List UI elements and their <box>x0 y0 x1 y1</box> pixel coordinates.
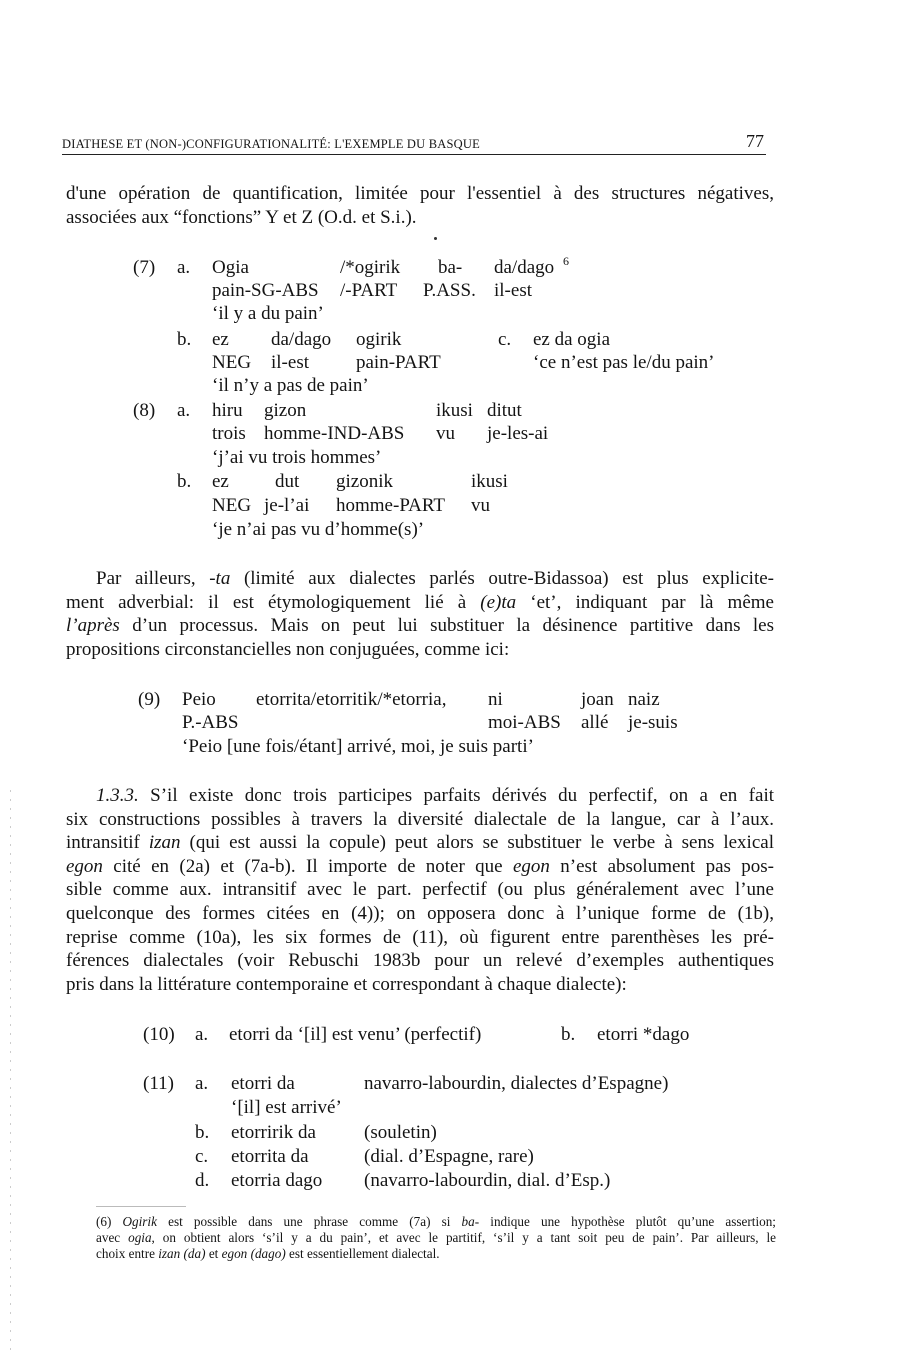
ex8-number: (8) <box>133 400 156 421</box>
ex11-row-note: (navarro-labourdin, dial. d’Esp.) <box>364 1170 611 1191</box>
ex9-number: (9) <box>138 689 161 710</box>
ex8b-gloss: NEG <box>212 495 252 516</box>
ex7b-gloss: pain-PART <box>356 352 441 373</box>
footnote-6 <box>96 1214 776 1262</box>
ex9-gloss: P.-ABS <box>182 712 239 733</box>
ex9-gloss: allé <box>581 712 609 733</box>
footnote-line-3: choix entre izan (da) et egon (dago) est essentiellement dialectal. <box>96 1246 440 1261</box>
footnote-marker: 6 <box>563 254 569 268</box>
ex11-row-form: etorririk da <box>231 1122 316 1143</box>
ex8a-gloss: trois <box>212 423 246 444</box>
para2-line-1: Par ailleurs, -ta (limité aux dialectes parlés outre-Bidassoa) est plus explicite- <box>96 568 774 589</box>
ex7c-translation: ‘ce n’est pas le/du pain’ <box>533 352 715 373</box>
ex7a-translation: ‘il y a du pain’ <box>212 303 324 324</box>
para3-line-4: egon cité en (2a) et (7a-b). Il importe de noter que egon n’est absolument pas pos- <box>66 855 774 877</box>
ex8a-word: gizon <box>264 400 307 421</box>
ex8b-gloss: vu <box>471 495 490 516</box>
ex8b-gloss: je-l’ai <box>264 495 310 516</box>
ex8b-word: gizonik <box>336 471 393 492</box>
ex8b-label: b. <box>177 471 192 492</box>
para3-line-1: 1.3.3. S’il existe donc trois participes parfaits dérivés du perfectif, on a en fait <box>96 785 774 806</box>
ex8a-label: a. <box>177 400 191 421</box>
ex8b-word: ikusi <box>471 471 508 492</box>
paragraph-par-ailleurs <box>66 567 774 661</box>
ex11-row-label: c. <box>195 1146 209 1167</box>
ex7b-word: da/dago <box>271 329 332 350</box>
ex8a-gloss: homme-IND-ABS <box>264 423 405 444</box>
ex9-word: etorrita/etorritik/*etorria, <box>256 689 447 710</box>
paragraph-1-3-3 <box>66 784 774 996</box>
ex7-number: (7) <box>133 257 156 278</box>
intro-line-1: d'une opération de quantification, limitée pour l'essentiel à des structures négatives, <box>66 183 774 204</box>
ex9-gloss: moi-ABS <box>488 712 561 733</box>
para3-line-6: quelconque des formes citées en (4)); on opposera donc à l’unique forme de (1b), <box>66 902 774 924</box>
ex9-word: joan <box>581 689 614 710</box>
ex9-word: Peio <box>182 689 216 710</box>
para3-line-7: reprise comme (10a), les six formes de (11), où figurent entre parenthèses les pré- <box>66 926 774 948</box>
ex7a-label: a. <box>177 257 191 278</box>
ex7a-word: da/dago <box>494 257 555 278</box>
ex8b-word: dut <box>275 471 300 492</box>
para2-line-2: ment adverbial: il est étymologiquement lié à (e)ta ‘et’, indiquant par là même <box>66 591 774 613</box>
ex10b-label: b. <box>561 1024 576 1045</box>
ex11-row-form: etorrita da <box>231 1146 309 1167</box>
ex7a-word: /*ogirik <box>340 257 401 278</box>
margin-scan-artifact <box>10 790 11 1350</box>
ex11-row-note: navarro-labourdin, dialectes d’Espagne) <box>364 1073 669 1094</box>
ex7a-gloss: P.ASS. <box>423 280 476 301</box>
ex11-row-label: d. <box>195 1170 210 1191</box>
para3-line-8: férences dialectales (voir Rebuschi 1983b pour un relevé d’exemples authentiques <box>66 950 774 972</box>
ex7a-word: Ogia <box>212 257 249 278</box>
ex10a-label: a. <box>195 1024 209 1045</box>
section-number: 1.3.3. <box>96 785 139 806</box>
footnote-line-1: (6) Ogirik est possible dans une phrase comme (7a) si ba- indique une hypothèse plutôt qu’une assertion; <box>96 1214 776 1229</box>
ex11-row-form: etorri da <box>231 1073 295 1094</box>
ex11-row-note: (dial. d’Espagne, rare) <box>364 1146 534 1167</box>
ex10a-text: etorri da ‘[il] est venu’ (perfectif) <box>229 1024 482 1045</box>
ex7a-gloss: /-PART <box>340 280 398 301</box>
ex7b-label: b. <box>177 329 192 350</box>
footnote-line-2: avec ogia, on obtient alors ‘s’il y a du pain’, et avec le partitif, ‘s’il y a tant soit peu de pain’. Par ailleurs, le <box>96 1230 776 1245</box>
para2-line-4: propositions circonstancielles non conjuguées, comme ici: <box>66 638 510 660</box>
ex11-row-note: (souletin) <box>364 1122 437 1143</box>
ex11-number: (11) <box>143 1073 174 1094</box>
ex11-row-form: etorria dago <box>231 1170 323 1191</box>
ex7c-label: c. <box>498 329 512 350</box>
ex8a-translation: ‘j’ai vu trois hommes’ <box>212 447 382 468</box>
intro-paragraph <box>66 182 774 229</box>
ex7a-gloss: pain-SG-ABS <box>212 280 319 301</box>
ex8a-word: ditut <box>487 400 522 421</box>
ex9-translation: ‘Peio [une fois/étant] arrivé, moi, je suis parti’ <box>182 736 534 757</box>
ex7b-gloss: NEG <box>212 352 252 373</box>
stray-dot <box>434 237 437 240</box>
ex9-word: naiz <box>628 689 660 710</box>
ex11-row-gloss: ‘[il] est arrivé’ <box>231 1097 342 1118</box>
ex11-row-label: a. <box>195 1073 209 1094</box>
ex8a-gloss: je-les-ai <box>487 423 549 444</box>
intro-line-2: associées aux “fonctions” Y et Z (O.d. et S.i.). <box>66 206 417 228</box>
ex7b-word: ogirik <box>356 329 402 350</box>
para3-line-2: six constructions possibles à travers la diversité dialectale de la langue, car à l’aux. <box>66 808 774 830</box>
ex8b-word: ez <box>212 471 229 492</box>
ex7a-gloss: il-est <box>494 280 532 301</box>
para3-line-9: pris dans la littérature contemporaine et correspondant à chaque dialecte): <box>66 973 627 995</box>
ex10b-text: etorri *dago <box>597 1024 690 1045</box>
ex9-gloss: je-suis <box>628 712 678 733</box>
ex8b-gloss: homme-PART <box>336 495 445 516</box>
footnote-rule <box>96 1206 186 1207</box>
running-title: DIATHESE ET (NON-)CONFIGURATIONALITÉ: L'EXEMPLE DU BASQUE <box>62 137 480 151</box>
ex7b-word: ez <box>212 329 229 350</box>
ex7b-gloss: il-est <box>271 352 309 373</box>
ex9-word: ni <box>488 689 503 710</box>
ex7a-word: ba- <box>438 257 463 278</box>
ex8a-gloss: vu <box>436 423 455 444</box>
para3-line-3: intransitif izan (qui est aussi la copule) peut alors se substituer le verbe à sens lexical <box>66 832 774 854</box>
ex11-row-label: b. <box>195 1122 210 1143</box>
ex8a-word: hiru <box>212 400 243 421</box>
ex8a-word: ikusi <box>436 400 473 421</box>
ex7c-line: ez da ogia <box>533 329 611 350</box>
header-rule <box>62 154 766 155</box>
ex10-number: (10) <box>143 1024 175 1045</box>
para2-line-3: l’après d’un processus. Mais on peut lui substituer la désinence partitive dans les <box>66 615 774 637</box>
ex7b-translation: ‘il n’y a pas de pain’ <box>212 375 369 396</box>
para3-line-5: sible comme aux. intransitif avec le part. perfectif (ou plus généralement avec l’une <box>66 879 774 901</box>
page-number: 77 <box>746 131 764 151</box>
ex8b-translation: ‘je n’ai pas vu d’homme(s)’ <box>212 519 425 540</box>
